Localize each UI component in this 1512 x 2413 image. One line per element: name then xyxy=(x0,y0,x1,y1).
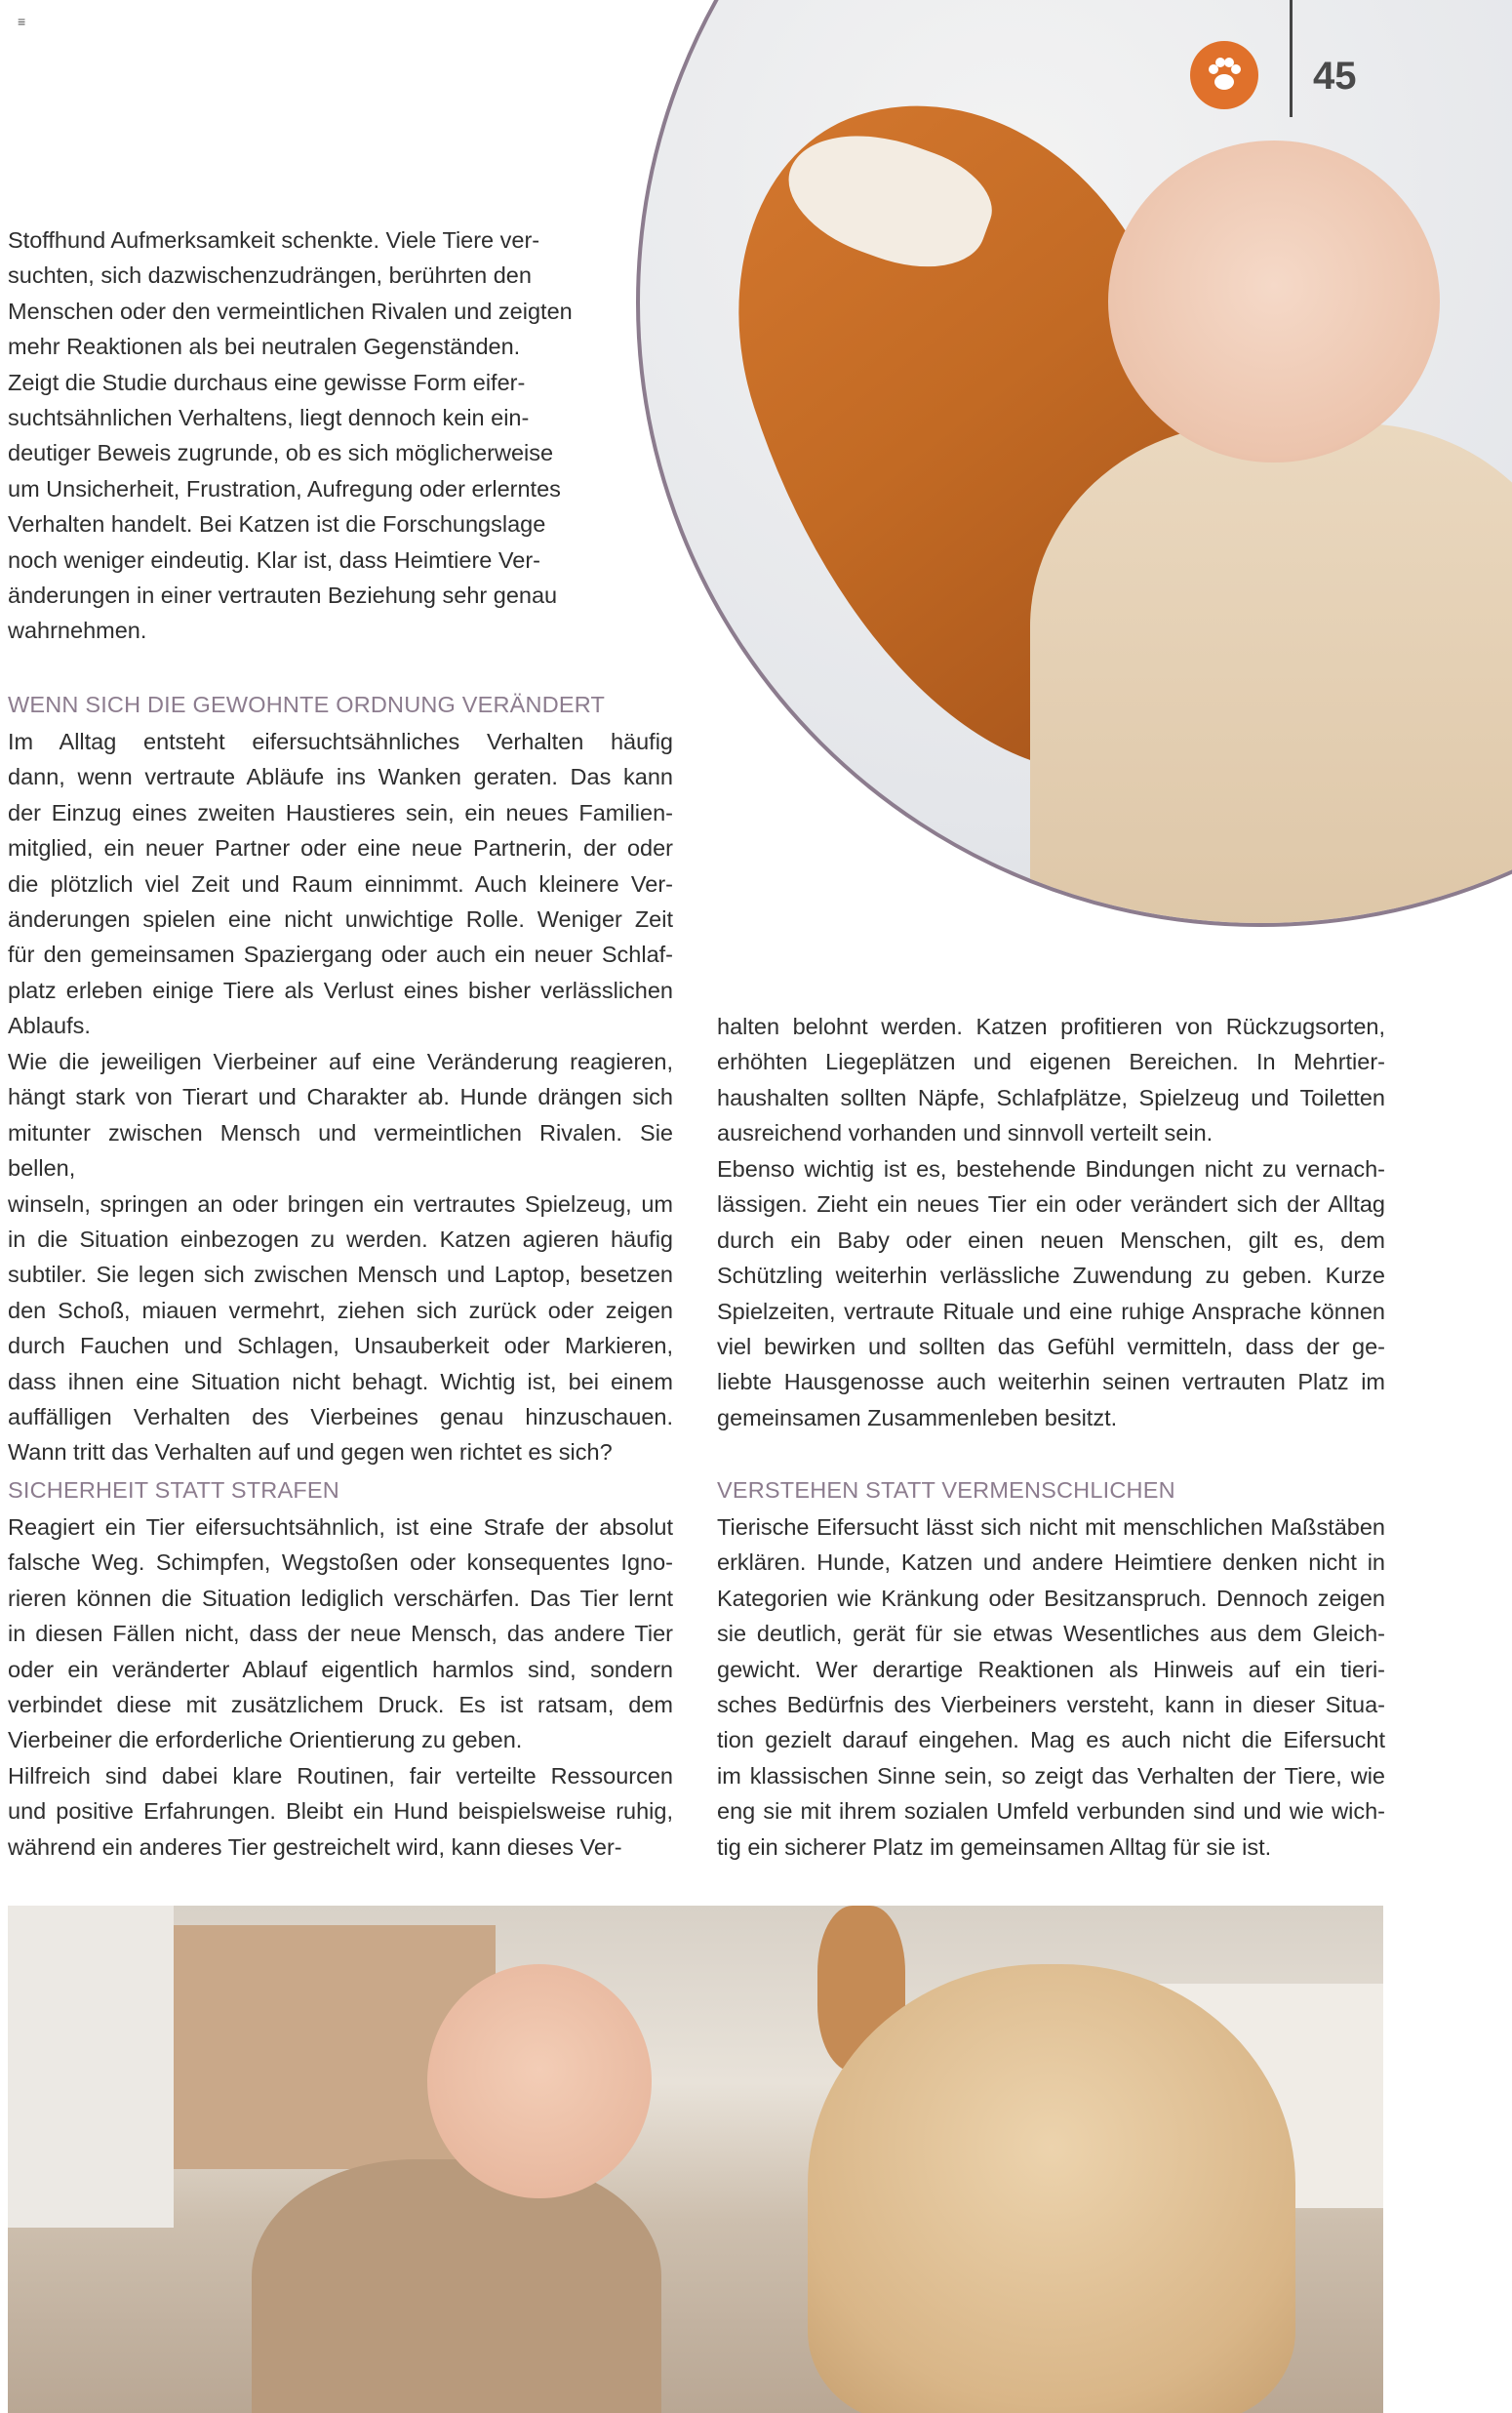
page-number: 45 xyxy=(1313,55,1357,98)
text-line: haushalten sollten Näpfe, Schlafplätze, Spielzeug und Toiletten xyxy=(717,1084,1385,1110)
section-safety-paragraph-2 xyxy=(8,1758,673,1865)
text-line: tion gezielt darauf eingehen. Mag es auch nicht die Eifersucht xyxy=(717,1727,1385,1753)
text-line: der Einzug eines zweiten Haustieres sein, ein neues Familien- xyxy=(8,799,673,825)
photo-dog-and-baby xyxy=(636,0,1512,927)
text-line: oder ein veränderter Ablauf eigentlich harmlos sind, sondern xyxy=(8,1656,673,1682)
intro-paragraph xyxy=(8,222,632,649)
text-line: durch ein Baby oder einen neuen Menschen, gilt es, dem xyxy=(717,1227,1385,1253)
window-curtain xyxy=(8,1906,174,2228)
section-heading-safety: SICHERHEIT STATT STRAFEN xyxy=(8,1477,339,1503)
text-line: wahrnehmen. xyxy=(8,618,147,644)
text-line: mitunter zwischen Mensch und vermeintlichen Rivalen. Sie bellen, xyxy=(8,1119,673,1182)
text-line: deutiger Beweis zugrunde, ob es sich möglicherweise xyxy=(8,440,554,466)
baby-sweater xyxy=(252,2159,661,2413)
header-divider xyxy=(1290,0,1293,117)
text-line: lässigen. Zieht ein neues Tier ein oder verändert sich der Alltag xyxy=(717,1191,1385,1218)
text-line: ausreichend vorhanden und sinnvoll verteilt sein. xyxy=(717,1120,1214,1146)
text-line: Spielzeiten, vertraute Rituale und eine ruhige Ansprache können xyxy=(717,1298,1385,1324)
text-line: Ebenso wichtig ist es, bestehende Bindungen nicht zu vernach- xyxy=(717,1156,1385,1182)
text-line: Im Alltag entsteht eifersuchtsähnliches Verhalten häufig xyxy=(8,729,673,754)
section-understanding-paragraph xyxy=(717,1509,1385,1865)
menu-icon[interactable]: ≡ xyxy=(18,14,26,29)
text-line: erklären. Hunde, Katzen und andere Heimtiere denken nicht in xyxy=(717,1549,1385,1576)
baby-head xyxy=(1108,141,1440,462)
text-line: Reagiert ein Tier eifersuchtsähnlich, ist eine Strafe der absolut xyxy=(8,1514,673,1540)
text-line: änderungen in einer vertrauten Beziehung sehr genau xyxy=(8,583,558,609)
text-line: mitglied, ein neuer Partner oder eine neue Partnerin, der oder xyxy=(8,835,673,862)
text-line: Verhalten handelt. Bei Katzen ist die Forschungslage xyxy=(8,511,546,538)
text-line: mehr Reaktionen als bei neutralen Gegenständen. xyxy=(8,334,521,360)
text-line: Wie die jeweiligen Vierbeiner auf eine Veränderung reagieren, xyxy=(8,1049,673,1074)
text-line: dass ihnen eine Situation nicht behagt. Wichtig ist, bei einem xyxy=(8,1368,673,1394)
text-line: in diesen Fällen nicht, dass der neue Mensch, das andere Tier xyxy=(8,1621,673,1647)
text-line: suchtsähnlichen Verhaltens, liegt dennoch kein ein- xyxy=(8,405,530,431)
text-line: den Schoß, miauen vermehrt, ziehen sich zurück oder zeigen xyxy=(8,1297,673,1323)
text-line: verbindet diese mit zusätzlichem Druck. Es ist ratsam, dem xyxy=(8,1692,673,1718)
baby-body xyxy=(1030,423,1512,927)
baby-head xyxy=(427,1964,652,2198)
text-line: suchten, sich dazwischenzudrängen, berührten den xyxy=(8,262,532,289)
text-line: viel bewirken und sollten das Gefühl vermitteln, dass der ge- xyxy=(717,1334,1385,1360)
text-line: im klassischen Sinne sein, so zeigt das Verhalten der Tiere, wie xyxy=(717,1762,1385,1789)
text-line: erhöhten Liegeplätzen und eigenen Bereichen. In Mehrtier- xyxy=(717,1049,1385,1075)
text-line: die plötzlich viel Zeit und Raum einnimmt. Auch kleinere Ver- xyxy=(8,870,673,897)
text-line: für den gemeinsamen Spaziergang oder auch ein neuer Schlaf- xyxy=(8,942,673,968)
text-line: gemeinsamen Zusammenleben besitzt. xyxy=(717,1404,1118,1430)
section-order-paragraph-1 xyxy=(8,724,673,1044)
text-line: liebte Hausgenosse auch weiterhin seinen vertrauten Platz im xyxy=(717,1369,1385,1395)
text-line: in die Situation einbezogen zu werden. Katzen agieren häufig xyxy=(8,1227,673,1253)
text-line: subtiler. Sie legen sich zwischen Mensch und Laptop, besetzen xyxy=(8,1262,673,1288)
text-line: Wann tritt das Verhalten auf und gegen wen richtet es sich? xyxy=(8,1439,613,1466)
text-line: rieren können die Situation lediglich verschärfen. Das Tier lernt xyxy=(8,1585,673,1611)
text-line: durch Fauchen und Schlagen, Unsauberkeit oder Markieren, xyxy=(8,1333,673,1359)
text-line: gewicht. Wer derartige Reaktionen als Hinweis auf ein tieri- xyxy=(717,1656,1385,1682)
section-order-paragraph-2 xyxy=(8,1044,673,1470)
text-line: Ablaufs. xyxy=(8,1013,91,1039)
text-line: tig ein sicherer Platz im gemeinsamen Alltag für sie ist. xyxy=(717,1833,1272,1860)
section-heading-understanding: VERSTEHEN STATT VERMENSCHLICHEN xyxy=(717,1477,1175,1503)
text-line: Vierbeiner die erforderliche Orientierung zu geben. xyxy=(8,1727,523,1753)
text-line: Hilfreich sind dabei klare Routinen, fair verteilte Ressourcen xyxy=(8,1763,673,1789)
text-line: noch weniger eindeutig. Klar ist, dass Heimtiere Ver- xyxy=(8,546,540,573)
text-line: Stoffhund Aufmerksamkeit schenkte. Viele Tiere ver- xyxy=(8,227,540,253)
text-line: Menschen oder den vermeintlichen Rivalen und zeigten xyxy=(8,298,573,324)
text-line: Tierische Eifersucht lässt sich nicht mit menschlichen Maßstäben xyxy=(717,1514,1385,1540)
photo-baby-and-golden-retriever xyxy=(8,1906,1383,2413)
golden-retriever xyxy=(808,1964,1295,2413)
text-line: platz erleben einige Tiere als Verlust eines bisher verlässlichen xyxy=(8,977,673,1003)
text-line: sie deutlich, gerät für sie etwas Wesentliches aus dem Gleich- xyxy=(717,1621,1385,1647)
text-line: winseln, springen an oder bringen ein vertrautes Spielzeug, um xyxy=(8,1190,673,1217)
text-line: während ein anderes Tier gestreichelt wird, kann dieses Ver- xyxy=(8,1833,622,1860)
text-line: Kategorien wie Kränkung oder Besitzanspruch. Dennoch zeigen xyxy=(717,1585,1385,1611)
text-line: Zeigt die Studie durchaus eine gewisse Form eifer- xyxy=(8,369,526,395)
text-line: um Unsicherheit, Frustration, Aufregung oder erlerntes xyxy=(8,475,561,502)
paw-icon xyxy=(1190,41,1258,109)
section-safety-paragraph-1 xyxy=(8,1509,673,1758)
text-line: hängt stark von Tierart und Charakter ab. Hunde drängen sich xyxy=(8,1084,673,1110)
text-line: Schützling weiterhin verlässliche Zuwendung zu geben. Kurze xyxy=(717,1263,1385,1289)
right-paragraph-2 xyxy=(717,1151,1385,1435)
text-line: auffälligen Verhalten des Vierbeines genau hinzuschauen. xyxy=(8,1404,673,1430)
right-paragraph-1 xyxy=(717,1009,1385,1151)
text-line: dann, wenn vertraute Abläufe ins Wanken geraten. Das kann xyxy=(8,764,673,790)
text-line: sches Bedürfnis des Vierbeiners versteht, kann in dieser Situa- xyxy=(717,1692,1385,1718)
text-line: falsche Weg. Schimpfen, Wegstoßen oder konsequentes Igno- xyxy=(8,1549,673,1576)
text-line: halten belohnt werden. Katzen profitieren von Rückzugsorten, xyxy=(717,1014,1385,1039)
text-line: eng sie mit ihrem sozialen Umfeld verbunden sind und wie wich- xyxy=(717,1798,1385,1825)
text-line: und positive Erfahrungen. Bleibt ein Hund beispielsweise ruhig, xyxy=(8,1798,673,1825)
paw-glyph xyxy=(1204,55,1245,96)
section-heading-order: WENN SICH DIE GEWOHNTE ORDNUNG VERÄNDERT xyxy=(8,692,606,717)
text-line: änderungen spielen eine nicht unwichtige Rolle. Weniger Zeit xyxy=(8,906,673,933)
